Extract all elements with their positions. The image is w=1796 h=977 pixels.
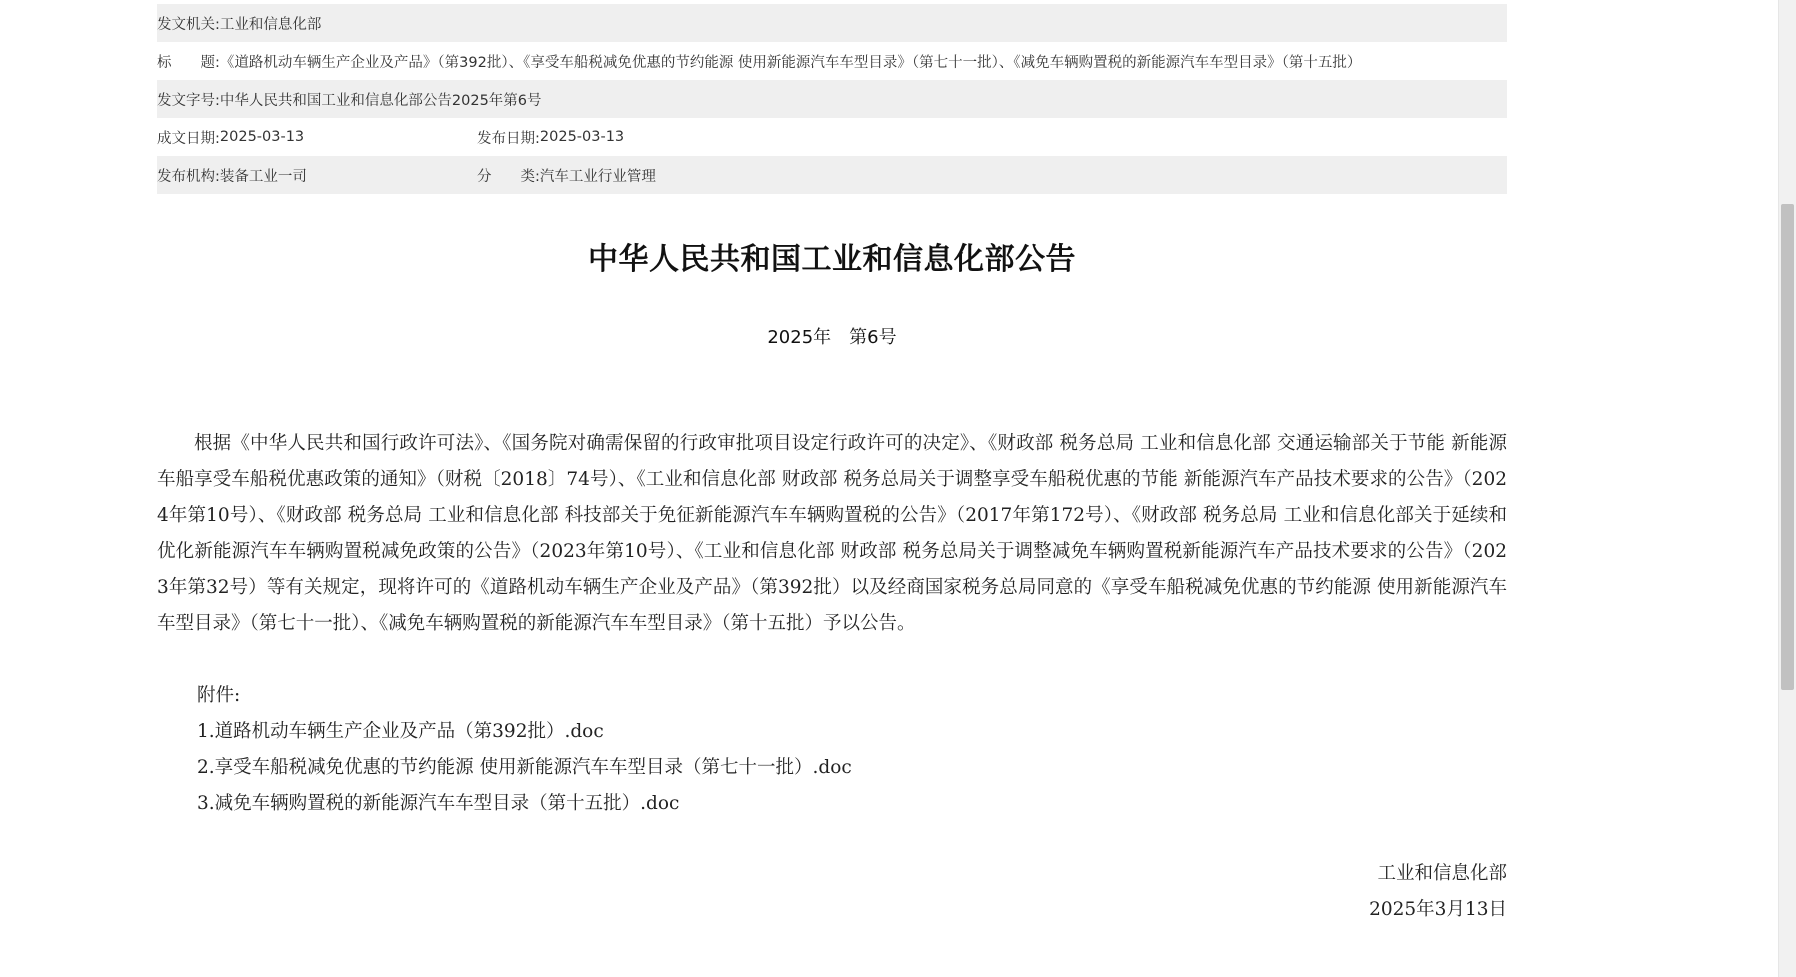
- vertical-scrollbar[interactable]: [1778, 0, 1796, 977]
- published-date-cell: [477, 127, 624, 148]
- signature-org: 工业和信息化部: [1377, 863, 1507, 884]
- agency-value: 装备工业一司: [219, 168, 307, 185]
- signature-block: [157, 856, 1507, 928]
- published-label: 发布日期:: [477, 130, 540, 147]
- category-value: 汽车工业行业管理: [539, 168, 656, 185]
- attachments-label: 附件:: [197, 685, 241, 706]
- meta-row-docno: [157, 80, 1507, 118]
- scrollbar-thumb[interactable]: [1781, 204, 1794, 690]
- published-value: 2025-03-13: [539, 129, 625, 145]
- issuer-value: 工业和信息化部: [219, 16, 322, 33]
- document-body: 根据《中华人民共和国行政许可法》、《国务院对确需保留的行政审批项目设定行政许可的决定》、《财政部 税务总局 工业和信息化部 交通运输部关于节能 新能源车船享受车船税优惠政策的通知》（财税〔2018〕74号）、《工业和信息化部 财政部 税务总局关于调整享受车船税优惠的节能 新能源汽车产品技术要求的公告》（2024年第10号）、《财政部 税务总局 工业和信息化部 科技部关于免征新能源汽车车辆购置税的公告》（2017年第172号）、《财政部 税务总局 工业和信息化部关于延续和优化新能源汽车车辆购置税减免政策的公告》（2023年第10号）、《工业和信息化部 财政部 税务总局关于调整减免车辆购置税新能源汽车产品技术要求的公告》（2023年第32号）等有关规定，现将许可的《道路机动车辆生产企业及产品》（第392批）以及经商国家税务总局同意的《享受车船税减免优惠的节约能源 使用新能源汽车车型目录》（第七十一批）、《减免车辆购置税的新能源汽车车型目录》（第十五批）予以公告。: [157, 433, 1507, 634]
- issuer-label: 发文机关:: [157, 16, 220, 33]
- subject-label: 标 题:: [157, 54, 220, 71]
- meta-row-issuer: [157, 4, 1507, 42]
- document-title: 中华人民共和国工业和信息化部公告: [588, 242, 1076, 277]
- document-number: 2025年 第6号: [767, 327, 897, 348]
- category-label: 分 类:: [477, 168, 540, 185]
- attachments-section: [157, 678, 1507, 822]
- docno-value: 中华人民共和国工业和信息化部公告2025年第6号: [219, 92, 542, 109]
- category-cell: [477, 165, 656, 186]
- metadata-table: [157, 4, 1507, 194]
- agency-label: 发布机构:: [157, 168, 220, 185]
- signature-date: 2025年3月13日: [1369, 899, 1507, 920]
- meta-row-subject: [157, 42, 1507, 80]
- created-label: 成文日期:: [157, 130, 220, 147]
- meta-row-agency: [157, 156, 1507, 194]
- attachment-link-2[interactable]: 2.享受车船税减免优惠的节约能源 使用新能源汽车车型目录（第七十一批）.doc: [197, 757, 852, 778]
- docno-label: 发文字号:: [157, 92, 220, 109]
- meta-row-dates: [157, 118, 1507, 156]
- attachment-link-3[interactable]: 3.减免车辆购置税的新能源汽车车型目录（第十五批）.doc: [197, 793, 680, 814]
- created-value: 2025-03-13: [219, 129, 305, 145]
- subject-value: 《道路机动车辆生产企业及产品》（第392批）、《享受车船税减免优惠的节约能源 使用新能源汽车车型目录》（第七十一批）、《减免车辆购置税的新能源汽车车型目录》（第十五批）: [219, 54, 1362, 71]
- created-date-cell: [157, 127, 477, 148]
- attachment-link-1[interactable]: 1.道路机动车辆生产企业及产品（第392批）.doc: [197, 721, 604, 742]
- document-content: [157, 4, 1507, 928]
- agency-cell: [157, 165, 477, 186]
